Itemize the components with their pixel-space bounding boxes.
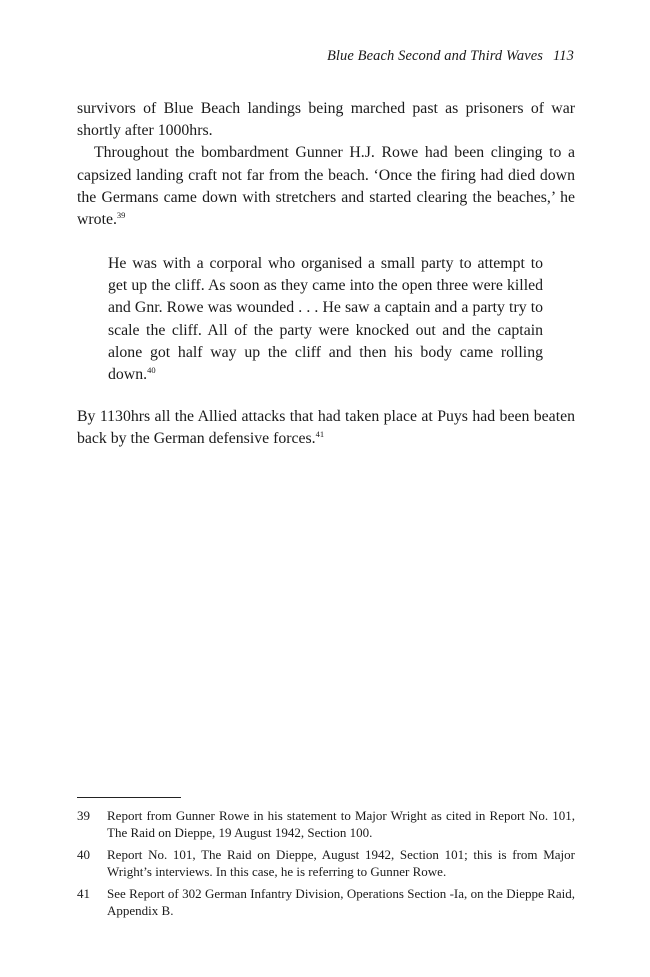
footnote-ref-41[interactable]: 41 [315, 429, 325, 440]
paragraph-2-text: Throughout the bombardment Gunner H.J. Rowe had been clinging to a capsized landing craft not far from the beach. ‘Once the firing had died down the Germans came down with stretchers and started clearing the beaches,’ he wrote. [77, 144, 575, 229]
footnote-rule [77, 797, 181, 798]
block-quote-text: He was with a corporal who organised a small party to attempt to get up the cliff. As soon as they came into the open three were killed and Gnr. Rowe was wounded . . . He saw a captain and a party try to scale the cliff. All of the party were knocked out and the captain alone got half way up the cliff and then his body came rolling down. [108, 255, 543, 384]
footnote-text: See Report of 302 German Infantry Division, Operations Section -Ia, on the Dieppe Raid, Appendix B. [107, 885, 575, 919]
running-title: Blue Beach Second and Third Waves [326, 48, 544, 64]
closing-paragraph [77, 406, 575, 450]
footnote-number: 39 [77, 808, 90, 823]
paragraph-3-text: By 1130hrs all the Allied attacks that had taken place at Puys had been beaten back by the German defensive forces. [77, 408, 575, 448]
main-text [77, 98, 575, 231]
footnote-number: 40 [77, 846, 90, 862]
footnote-text: Report No. 101, The Raid on Dieppe, August 1942, Section 101; this is from Major Wright’s interviews. In this case, he is referring to Gunner Rowe. [107, 846, 575, 880]
footnotes [77, 807, 575, 923]
footnote-40 [77, 846, 575, 881]
footnote-text: Report from Gunner Rowe in his statement to Major Wright as cited in Report No. 101, The Raid on Dieppe, 19 August 1942, Section 100. [107, 808, 575, 841]
page-number: 113 [553, 48, 574, 64]
footnote-ref-40[interactable]: 40 [147, 365, 156, 376]
footnote-number: 41 [77, 885, 90, 901]
footnote-ref-39[interactable]: 39 [116, 210, 126, 221]
running-head [327, 48, 574, 65]
footnote-39 [77, 807, 575, 842]
footnote-41 [77, 885, 575, 920]
paragraph-1: survivors of Blue Beach landings being marched past as prisoners of war shortly after 1000hrs. [77, 100, 575, 140]
block-quote [108, 253, 543, 386]
paragraph-2 [77, 142, 575, 231]
